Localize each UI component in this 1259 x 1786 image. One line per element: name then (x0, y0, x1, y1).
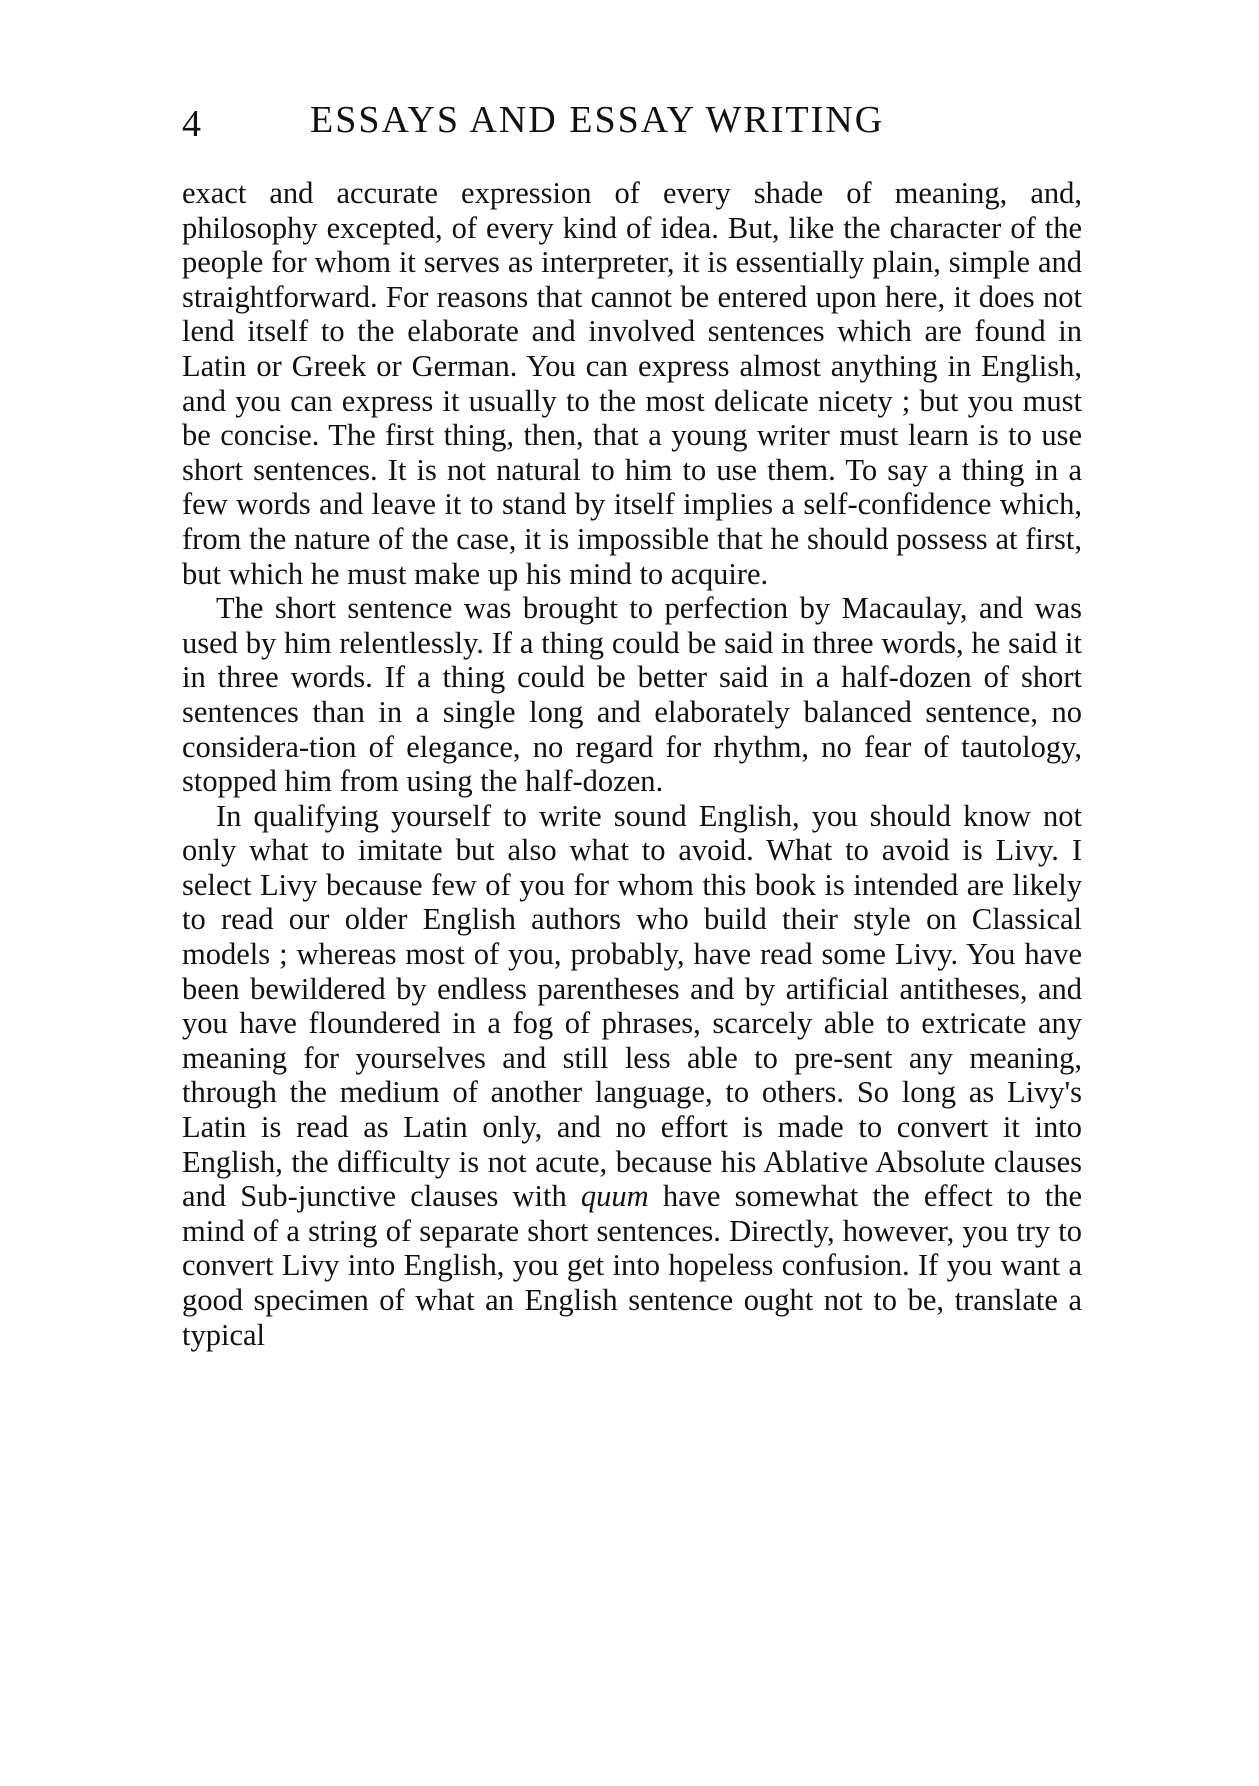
paragraph-3-part-2: have somewhat the effect to the mind of a string of separate short sentences. Directly, however, you try to convert Livy into English, you get into hopeless confusion. If you want a good specimen of what an English sentence ought not to be, translate a typical (182, 1179, 1082, 1352)
body-text (182, 176, 1082, 1352)
paragraph-1: exact and accurate expression of every shade of meaning, and, philosophy excepted, of every kind of idea. But, like the character of the people for whom it serves as interpreter, it is essentially plain, simple and straightforward. For reasons that cannot be entered upon here, it does not lend itself to the elaborate and involved sentences which are found in Latin or Greek or German. You can express almost anything in English, and you can express it usually to the most delicate nicety ; but you must be concise. The first thing, then, that a young writer must learn is to use short sentences. It is not natural to him to use them. To say a thing in a few words and leave it to stand by itself implies a self-confidence which, from the nature of the case, it is impossible that he should possess at first, but which he must make up his mind to acquire. (182, 176, 1082, 591)
paragraph-2: The short sentence was brought to perfection by Macaulay, and was used by him relentlessly. If a thing could be said in three words, he said it in three words. If a thing could be better said in a half-dozen of short sentences than in a single long and elaborately balanced sentence, no considera-tion of elegance, no regard for rhythm, no fear of tautology, stopped him from using the half-dozen. (182, 591, 1082, 799)
page-header (182, 98, 1082, 148)
running-title: ESSAYS AND ESSAY WRITING (310, 99, 885, 141)
paragraph-3-italic-word: quum (580, 1179, 649, 1214)
paragraph-3 (182, 799, 1082, 1353)
paragraph-3-part-1: In qualifying yourself to write sound English, you should know not only what to imitate but also what to avoid. What to avoid is Livy. I select Livy because few of you for whom this book is intended are likely to read our older English authors who build their style on Classical models ; whereas most of you, probably, have read some Livy. You have been bewildered by endless parentheses and by artificial antitheses, and you have floundered in a fog of phrases, scarcely able to extricate any meaning for yourselves and still less able to pre-sent any meaning, through the medium of another language, to others. So long as Livy's Latin is read as Latin only, and no effort is made to convert it into English, the difficulty is not acute, because his Ablative Absolute clauses and Sub-junctive clauses with (182, 798, 1082, 1214)
page-number: 4 (182, 103, 201, 145)
